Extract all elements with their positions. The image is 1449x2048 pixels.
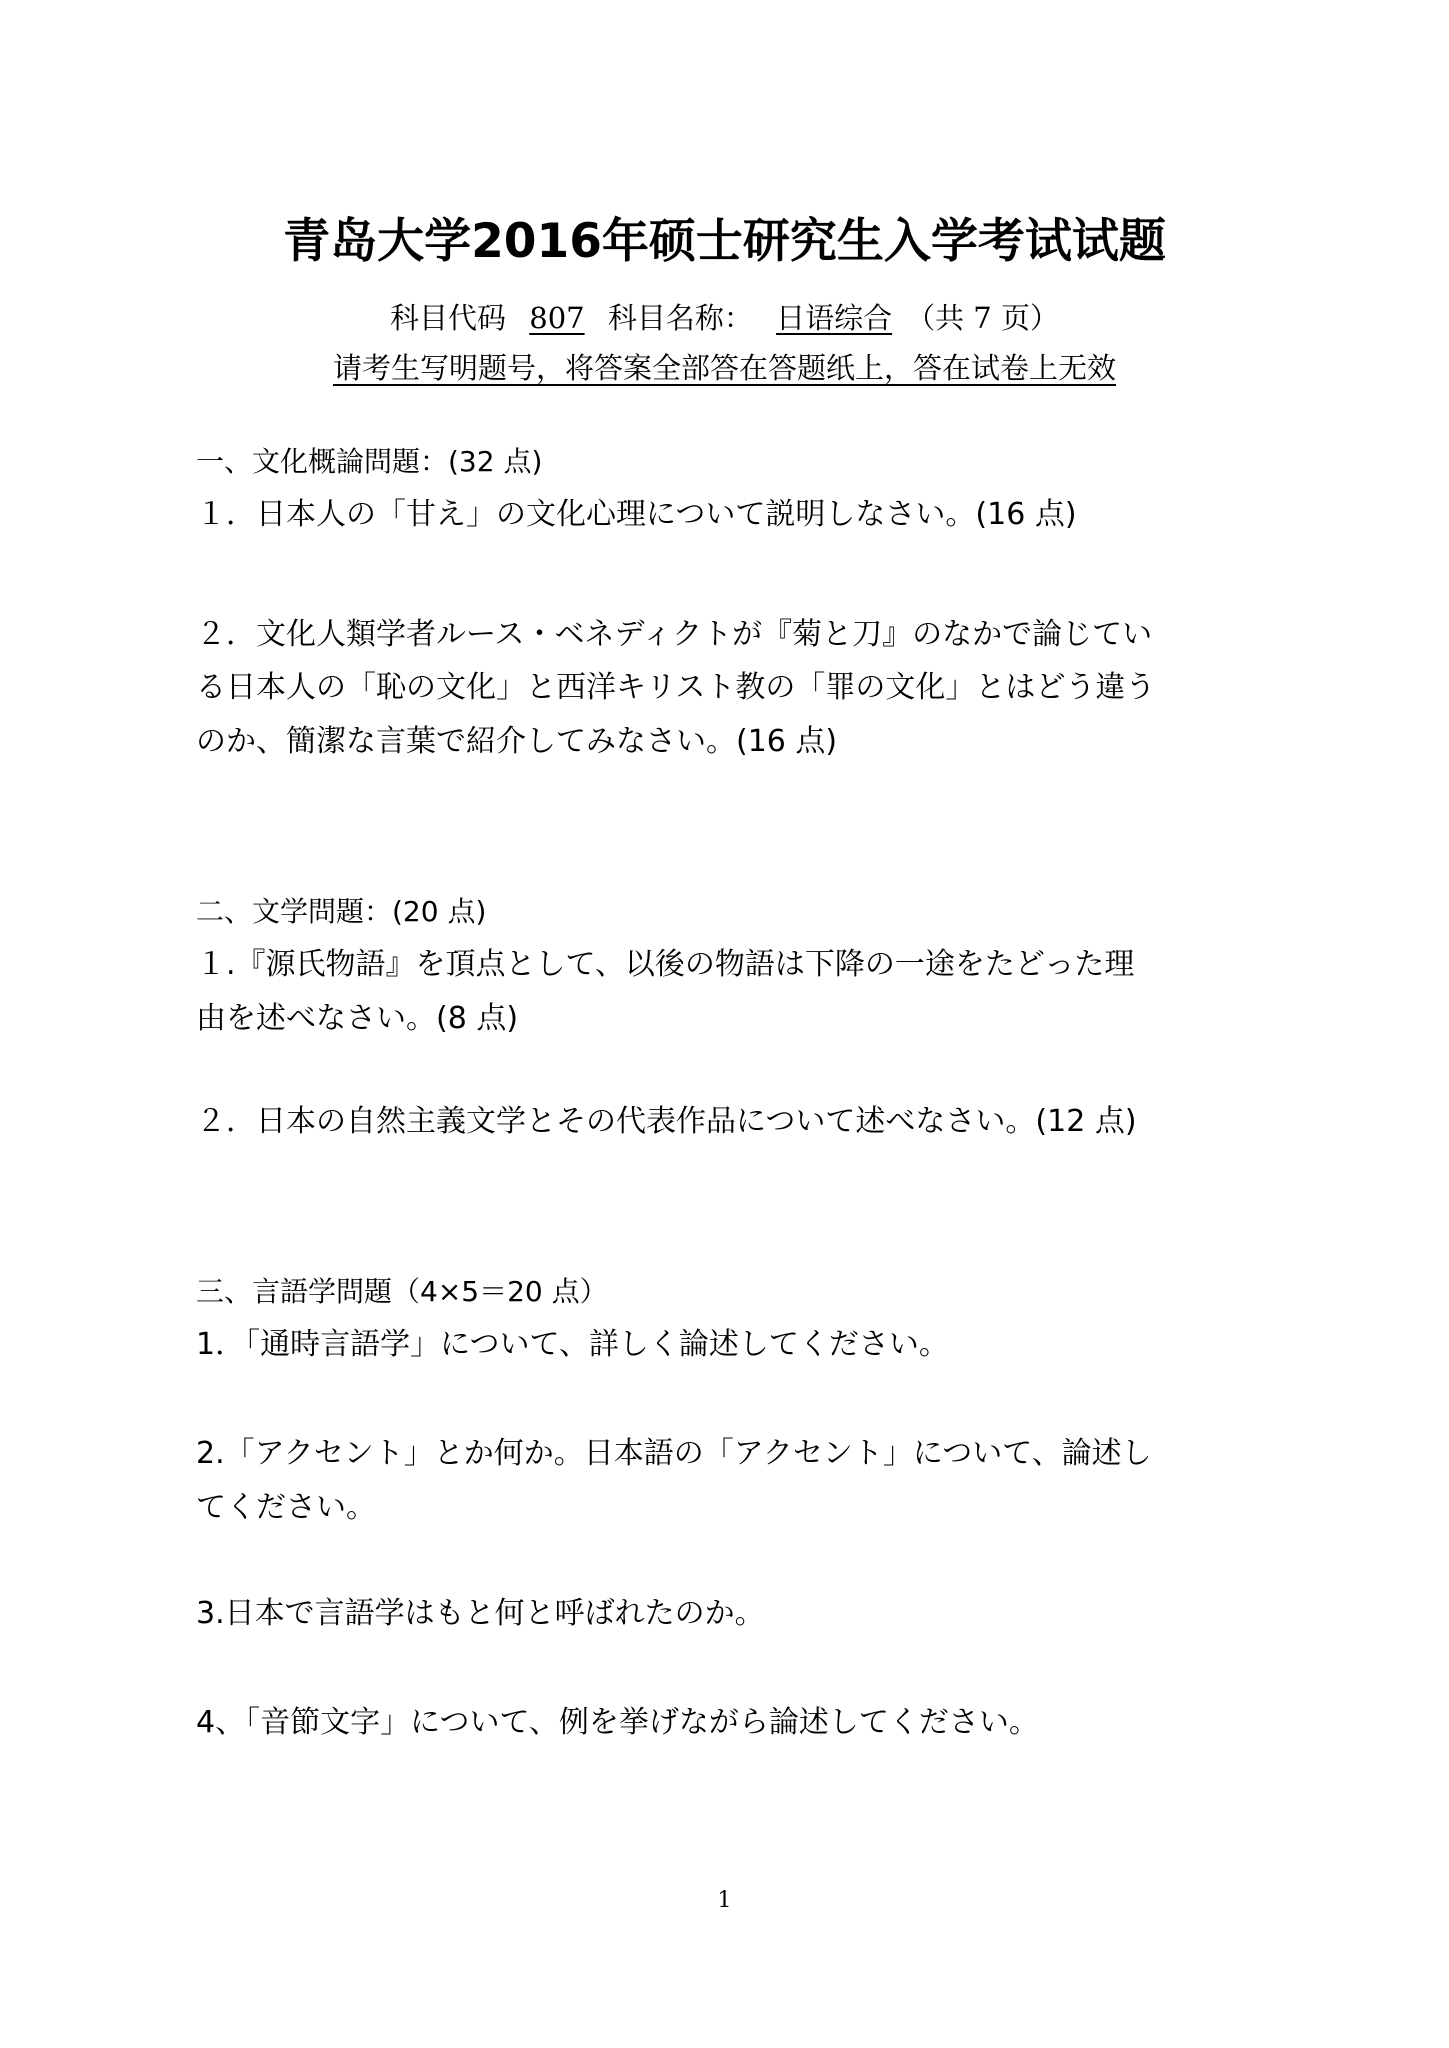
section-heading-linguistics: 三、言語学問題（4×5＝20 点） [196, 1275, 608, 1308]
exam-title: 青岛大学2016年硕士研究生入学考试试题 [283, 214, 1166, 269]
section-heading-culture: 一、文化概論問題：(32 点) [196, 445, 543, 478]
subject-name-label: 科目名称： [607, 301, 753, 335]
question-line: １．日本人の「甘え」の文化心理について説明しなさい。(16 点) [196, 497, 1077, 532]
page-count: （共 7 页） [906, 301, 1059, 335]
section-heading-literature: 二、文学問題：(20 点) [196, 895, 487, 928]
exam-instruction [0, 348, 1449, 388]
question-line: てください。 [196, 1490, 376, 1525]
subject-code-label: 科目代码 [390, 301, 507, 335]
question-line: のか、簡潔な言葉で紹介してみなさい。(16 点) [196, 724, 838, 759]
question-line: る日本人の「恥の文化」と西洋キリスト教の「罪の文化」とはどう違う [196, 670, 1156, 705]
question-line: 由を述べなさい。(8 点) [196, 1001, 519, 1036]
instruction-text: 请考生写明题号，将答案全部答在答题纸上，答在试卷上无效 [332, 351, 1116, 385]
question-line: 1．「通時言語学」について、詳しく論述してください。 [196, 1327, 949, 1362]
question-line: １.『源氏物語』を頂点として、以後の物語は下降の一途をたどった理 [196, 947, 1135, 982]
subject-code: 807 [529, 301, 585, 335]
question-line: ２．日本の自然主義文学とその代表作品について述べなさい。(12 点) [196, 1104, 1137, 1139]
question-line: ２．文化人類学者ルース・ベネディクトが『菊と刀』のなかで論じてい [196, 617, 1153, 652]
question-line: 4、「音節文字」について、例を挙げながら論述してください。 [196, 1705, 1039, 1740]
question-line: 2.「アクセント」とか何か。日本語の「アクセント」について、論述し [196, 1436, 1152, 1471]
subject-info [0, 298, 1449, 338]
page-number: 1 [717, 1888, 732, 1913]
question-line: 3.日本で言語学はもと何と呼ばれたのか。 [196, 1596, 765, 1631]
subject-name: 日语综合 [776, 301, 893, 335]
